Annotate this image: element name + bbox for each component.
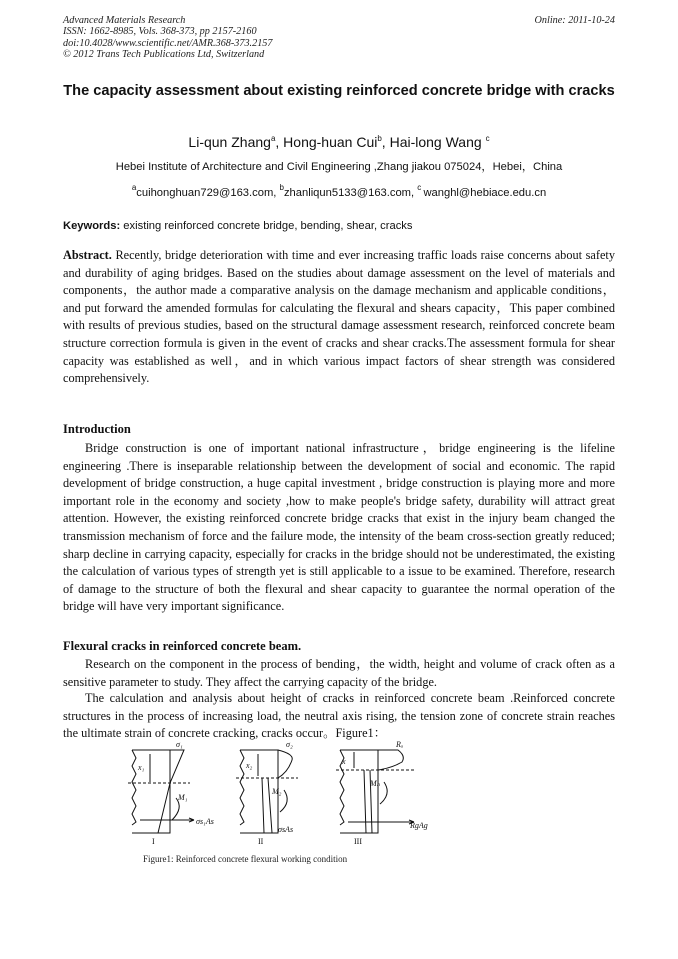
figure-label: x₂ bbox=[246, 761, 253, 770]
running-header bbox=[63, 15, 615, 61]
doi-line: doi:10.4028/www.scientific.net/AMR.368-373.2157 bbox=[63, 37, 273, 49]
abstract-label: Abstract. bbox=[63, 248, 112, 262]
email-address: zhanliqun5133@163.com, bbox=[283, 187, 418, 199]
keywords-text: existing reinforced concrete bridge, bending, shear, cracks bbox=[120, 220, 413, 232]
online-date: Online: 2011-10-24 bbox=[534, 15, 615, 26]
figure-label: Mₙ bbox=[370, 779, 380, 788]
figure-label: σ₁ bbox=[176, 740, 183, 749]
keywords bbox=[63, 219, 615, 233]
author-sep: , bbox=[381, 134, 390, 150]
figure-panel-3 bbox=[336, 750, 416, 833]
author-name: Hai-long Wang bbox=[389, 134, 486, 150]
figure-label: M₁ bbox=[178, 793, 188, 802]
author-sup: a bbox=[270, 134, 276, 143]
figure-label: I bbox=[152, 837, 155, 846]
figure-label: x₁ bbox=[138, 763, 145, 772]
author-name: Li-qun Zhang bbox=[188, 134, 271, 150]
flexural-paragraph-1: Research on the component in the process of bending，the width, height and volume of crack often as a sensitive parameter to study. They affect the carrying capacity of the bridge. bbox=[63, 657, 615, 689]
figure-label: x bbox=[342, 757, 346, 766]
abstract bbox=[63, 247, 615, 388]
figure-label: σs₁As bbox=[196, 817, 214, 826]
figure-label: Rₐ bbox=[396, 740, 404, 749]
email-address: cuihonghuan729@163.com, bbox=[136, 187, 280, 199]
keywords-label: Keywords: bbox=[63, 220, 121, 232]
abstract-text: Recently, bridge deterioration with time and ever increasing traffic loads raise concerns about safety and durability of aging bridges. Based on the studies about damage assessment on the level of materials and components，the author made a comparative analysis on the damage mechanism and applicable conditions，and put forward the amended formulas for calculating the flexural and shears capacity，This paper combined with results of previous studies, based on the structural damage assessment research, reinforced concrete beam structure correction formula is given in the event of cracks and shear cracks.The assessment formula for shear capacity was established as well，and in which various impact factors of shear strength was considered comprehensively. bbox=[63, 248, 615, 386]
figure-label: RgAg bbox=[410, 821, 428, 830]
copyright-line: © 2012 Trans Tech Publications Ltd, Switzerland bbox=[63, 49, 265, 61]
email-sup: b bbox=[279, 183, 284, 192]
email-list bbox=[55, 181, 623, 200]
email-sup: a bbox=[131, 183, 137, 192]
email-sup: c bbox=[417, 183, 424, 192]
introduction-paragraph: Bridge construction is one of important national infrastructure，bridge engineering is the lifeline engineering .There is inseparable relationship between the development of social and economic. The rapid development of bridge construction, a huge capital investment , bridge construction is playing more and more important role in the economy and society ,how to make people's bridge safety, durability will attract great attention. However, the existing reinforced concrete bridge cracks that exist in the injury beam changed the transmission mechanism of force and the failure mode, the intensity of the beam cross-section greatly reduced; sharp decline in carrying capacity, especially for cracks in the bridge should not be underestimated, the existing the calculation of various types of strength yet is still applicable to a issue to be examined. Therefore, research of damage to the structure of both the flexural and shear capacity to guarantee the normal operation of the bridge will have very important significance. bbox=[63, 441, 615, 614]
author-list bbox=[55, 130, 623, 151]
author-sep: , bbox=[275, 134, 284, 150]
issn-line: ISSN: 1662-8985, Vols. 368-373, pp 2157-2160 bbox=[63, 26, 257, 38]
flexural-paragraph-2: The calculation and analysis about height of cracks in reinforced concrete beam .Reinforced concrete structures in the process of increasing load, the neutral axis rising, the tension zone of concrete strain reaches the ultimate strain of concrete cracking, cracks occur。Figure1： bbox=[63, 691, 615, 741]
figure-label: M₂ bbox=[272, 787, 282, 796]
figure-label: σ₂ bbox=[286, 740, 293, 749]
email-address: wanghl@hebiace.edu.cn bbox=[423, 187, 547, 199]
section-heading-introduction: Introduction bbox=[63, 422, 131, 436]
author-name: Hong-huan Cui bbox=[283, 134, 378, 150]
figure-label: σsAs bbox=[278, 825, 294, 834]
figure-label: III bbox=[354, 837, 362, 846]
figure-caption: Figure1: Reinforced concrete flexural working condition bbox=[143, 854, 348, 864]
affiliation: Hebei Institute of Architecture and Civil Engineering ,Zhang jiakou 075024，Hebei，China bbox=[115, 161, 563, 173]
figure-label: II bbox=[258, 837, 264, 846]
journal-name: Advanced Materials Research bbox=[63, 15, 186, 26]
section-heading-flexural: Flexural cracks in reinforced concrete beam. bbox=[63, 639, 302, 653]
figure-1-diagram bbox=[120, 738, 440, 848]
paper-title: The capacity assessment about existing reinforced concrete bridge with cracks bbox=[63, 83, 615, 99]
author-sup: b bbox=[377, 134, 382, 143]
author-sup: c bbox=[485, 134, 490, 143]
